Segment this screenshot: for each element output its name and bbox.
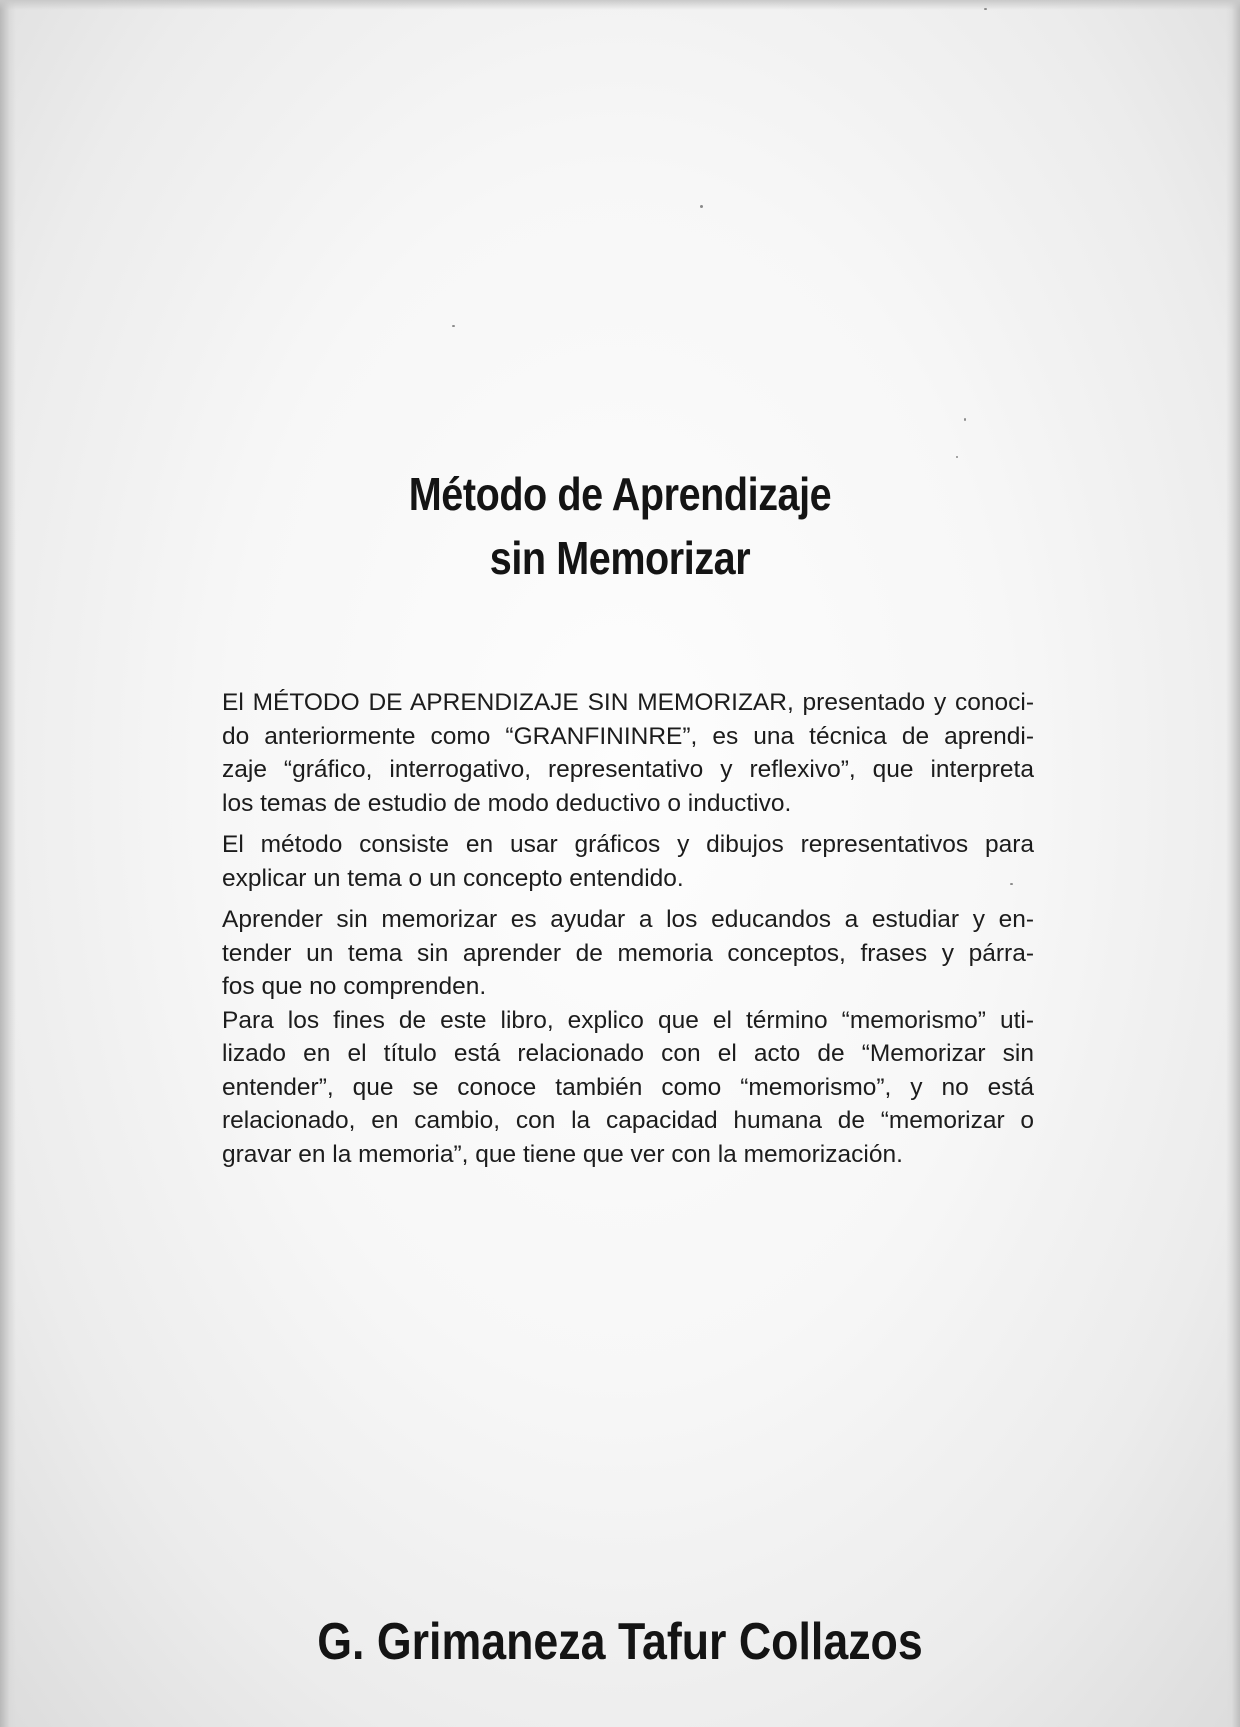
text-line: Aprender sin memorizar es ayudar a los educandos a estudiar y en-	[222, 906, 1034, 933]
scan-speck	[984, 8, 987, 10]
book-title	[87, 462, 1153, 590]
text-line: zaje “gráfico, interrogativo, representativo y reflexivo”, que interpreta	[222, 756, 1034, 783]
text-line: El MÉTODO DE APRENDIZAJE SIN MEMORIZAR, presentado y conoci-	[222, 689, 1034, 716]
text-line: gravar en la memoria”, que tiene que ver con la memorización.	[222, 1140, 903, 1168]
book-title-line-2: sin Memorizar	[489, 532, 751, 584]
text-line: entender”, que se conoce también como “memorismo”, y no está	[222, 1073, 1034, 1101]
text-line: explicar un tema o un concepto entendido.	[222, 864, 684, 892]
page-left-edge	[0, 0, 16, 1727]
page-right-edge	[1226, 0, 1240, 1727]
book-title-line-1: Método de Aprendizaje	[408, 468, 832, 520]
scan-speck	[956, 456, 958, 458]
synopsis	[222, 686, 1034, 1171]
page-top-edge	[0, 0, 1240, 10]
author-name: G. Grimaneza Tafur Collazos	[317, 1613, 923, 1671]
text-line: relacionado, en cambio, con la capacidad humana de “memorizar o	[222, 1107, 1034, 1134]
scan-speck	[700, 205, 703, 208]
synopsis-paragraph-2	[222, 828, 1034, 895]
text-line: El método consiste en usar gráficos y dibujos representativos para	[222, 831, 1034, 858]
text-line: do anteriormente como “GRANFININRE”, es una técnica de aprendi-	[222, 722, 1034, 750]
scan-speck	[452, 325, 455, 327]
synopsis-paragraph-4	[222, 1004, 1034, 1172]
synopsis-paragraph-1	[222, 686, 1034, 820]
text-line: lizado en el título está relacionado con el acto de “Memorizar sin	[222, 1040, 1034, 1067]
text-line: Para los fines de este libro, explico que el término “memorismo” uti-	[222, 1006, 1034, 1034]
text-line: fos que no comprenden.	[222, 973, 487, 1000]
scan-speck	[964, 418, 966, 421]
text-line: tender un tema sin aprender de memoria conceptos, frases y párra-	[222, 939, 1034, 967]
text-line: los temas de estudio de modo deductivo o inductivo.	[222, 789, 792, 817]
synopsis-paragraph-3	[222, 903, 1034, 1004]
